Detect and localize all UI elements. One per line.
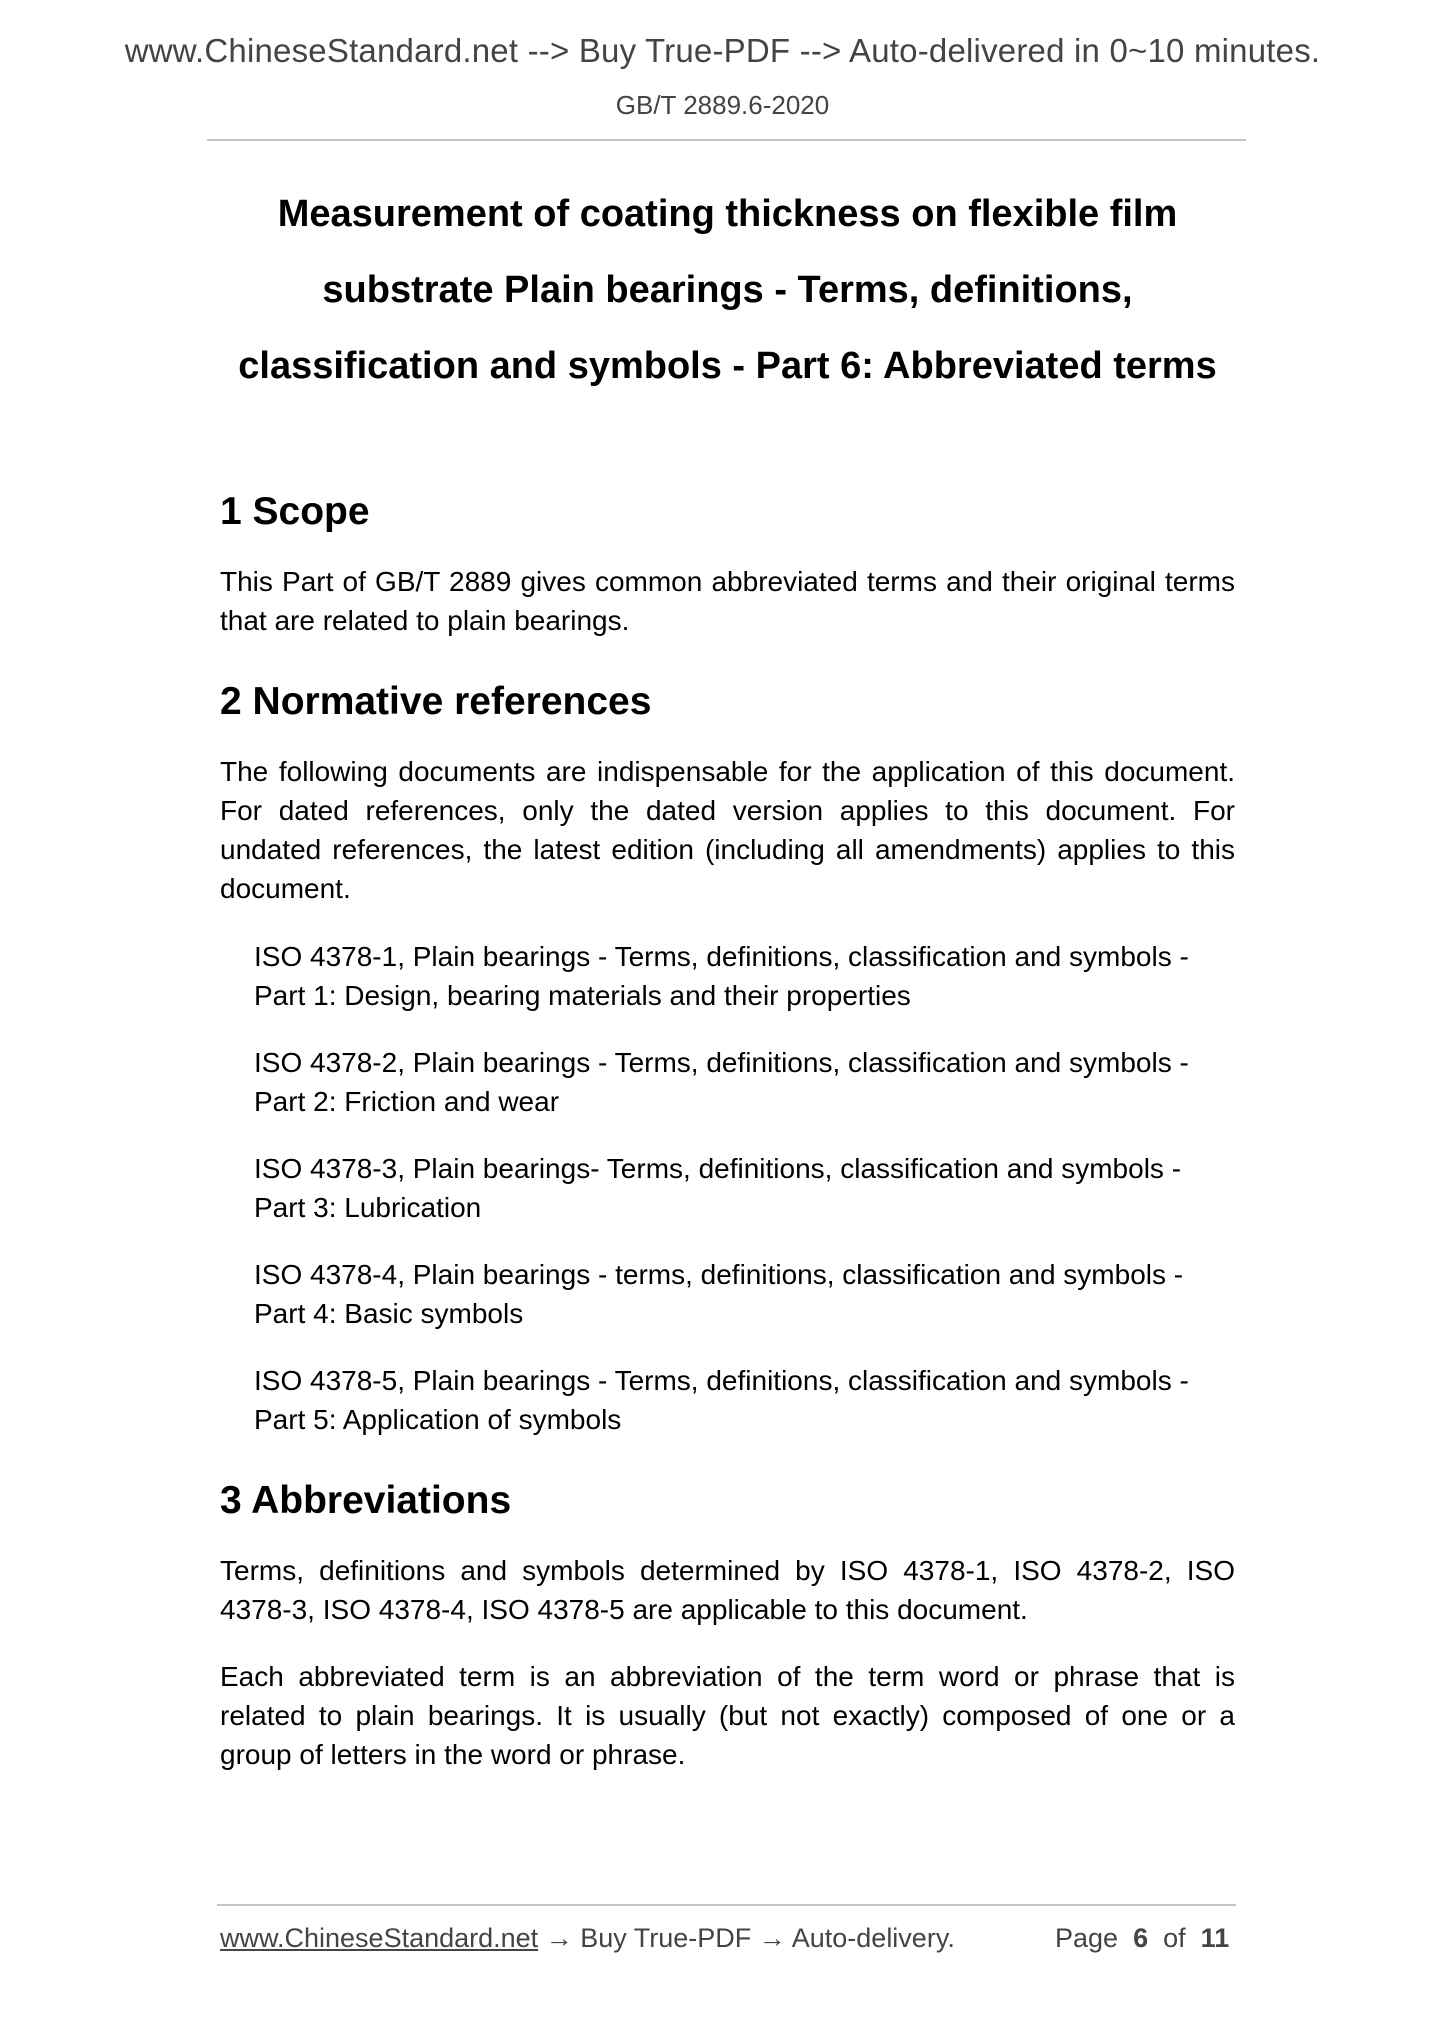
abbreviations-heading: 3 Abbreviations: [220, 1479, 512, 1522]
total-pages: 11: [1200, 1923, 1230, 1953]
abbreviations-paragraph-2: Each abbreviated term is an abbreviation of the term word or phrase that is related to plain bearings. It is usually (but not exactly) composed of one or a group of letters in the word or phrase.: [220, 1661, 1235, 1770]
normative-references-paragraph: The following documents are indispensable for the application of this document. For dated references, only the dated version applies to this document. For undated references, the latest edition (including all amendments) applies to this document.: [220, 756, 1235, 904]
document-code: GB/T 2889.6-2020: [615, 90, 830, 120]
title-line-1: Measurement of coating thickness on flexible film: [277, 193, 1178, 235]
reference-item: ISO 4378-1, Plain bearings - Terms, definitions, classification and symbols - Part 1: Design, bearing materials and their properties: [254, 941, 1189, 1011]
top-banner: www.ChineseStandard.net --> Buy True-PDF --> Auto-delivered in 0~10 minutes.: [124, 32, 1321, 69]
normative-references-heading: 2 Normative references: [220, 680, 652, 723]
page-indicator: [1055, 1923, 1229, 1954]
footer-divider: [217, 1904, 1236, 1906]
footer-left: [220, 1923, 955, 1954]
reference-item: ISO 4378-2, Plain bearings - Terms, definitions, classification and symbols - Part 2: Friction and wear: [254, 1047, 1189, 1117]
header-divider: [207, 139, 1246, 141]
document-body: [220, 484, 1235, 1774]
reference-item: ISO 4378-5, Plain bearings - Terms, definitions, classification and symbols - Part 5: Application of symbols: [254, 1365, 1189, 1435]
title-line-2: substrate Plain bearings - Terms, definitions,: [322, 269, 1133, 311]
scope-paragraph: This Part of GB/T 2889 gives common abbreviated terms and their original terms that are related to plain bearings.: [220, 566, 1235, 636]
abbreviations-paragraph-1: Terms, definitions and symbols determined by ISO 4378-1, ISO 4378-2, ISO 4378-3, ISO 4378-4, ISO 4378-5 are applicable to this document.: [220, 1555, 1235, 1625]
footer-text: → Buy True-PDF → Auto-delivery.: [538, 1923, 955, 1953]
of-label: of: [1163, 1923, 1186, 1953]
reference-item: ISO 4378-4, Plain bearings - terms, definitions, classification and symbols - Part 4: Basic symbols: [254, 1259, 1184, 1329]
scope-heading: 1 Scope: [220, 490, 370, 533]
footer-site-link[interactable]: www.ChineseStandard.net: [220, 1923, 539, 1953]
page-number: 6: [1133, 1923, 1149, 1953]
reference-item: ISO 4378-3, Plain bearings- Terms, definitions, classification and symbols - Part 3: Lubrication: [254, 1153, 1182, 1223]
document-title: [200, 176, 1255, 404]
page-label: Page: [1055, 1923, 1119, 1953]
title-line-3: classification and symbols - Part 6: Abbreviated terms: [238, 345, 1217, 387]
